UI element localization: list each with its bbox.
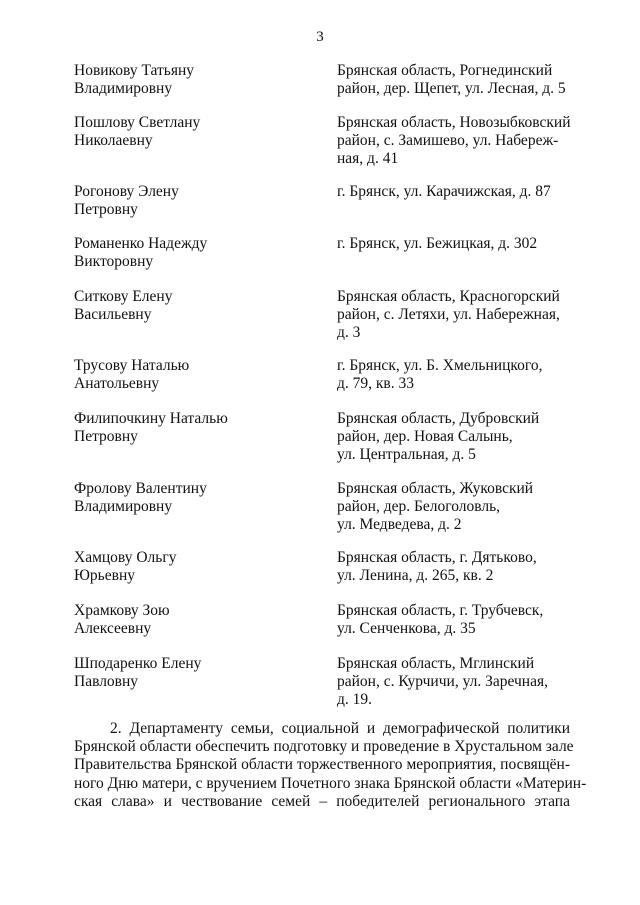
name-line: Владимировну xyxy=(74,498,173,515)
name-line: Новикову Татьяну xyxy=(74,62,195,79)
paragraph-line: ного Дню матери, с вручением Почетного знака Брянской области «Материн- xyxy=(74,774,587,792)
recipient-address xyxy=(337,62,573,98)
name-line: Васильевну xyxy=(74,306,152,323)
recipient-name xyxy=(74,602,304,638)
address-line: Брянская область, Новозыбковский xyxy=(337,114,571,131)
name-line: Владимировну xyxy=(74,80,173,97)
recipient-address xyxy=(337,549,573,585)
recipient-address xyxy=(337,410,573,464)
name-line: Храмкову Зою xyxy=(74,602,170,619)
address-line: район, дер. Новая Салынь, xyxy=(337,428,513,445)
name-line: Алексеевну xyxy=(74,620,152,637)
name-line: Николаевну xyxy=(74,132,153,149)
address-line: район, с. Летяхи, ул. Набережная, xyxy=(337,306,560,323)
name-line: Фролову Валентину xyxy=(74,480,207,497)
recipient-address xyxy=(337,288,573,342)
recipient-name xyxy=(74,549,304,585)
address-line: Брянская область, Жуковский xyxy=(337,480,534,497)
name-line: Ситкову Елену xyxy=(74,288,173,305)
name-line: Рогонову Элену xyxy=(74,183,179,200)
name-line: Романенко Надежду xyxy=(74,235,208,252)
body-paragraph xyxy=(74,720,587,811)
address-line: район, с. Замишево, ул. Набереж- xyxy=(337,132,559,149)
address-line: ул. Центральная, д. 5 xyxy=(337,446,476,463)
name-line: Петровну xyxy=(74,428,138,445)
name-line: Петровну xyxy=(74,201,138,218)
name-line: Шподаренко Елену xyxy=(74,655,202,672)
address-line: район, дер. Щепет, ул. Лесная, д. 5 xyxy=(337,80,566,97)
recipient-name xyxy=(74,480,304,516)
address-line: Брянская область, Рогнединский xyxy=(337,62,553,79)
recipient-name xyxy=(74,235,304,271)
paragraph-line: 2. Департаменту семьи, социальной и демографической политики xyxy=(110,720,570,737)
address-line: Брянская область, Дубровский xyxy=(337,410,540,427)
name-line: Хамцову Ольгу xyxy=(74,549,177,566)
recipient-name xyxy=(74,62,304,98)
address-line: ул. Ленина, д. 265, кв. 2 xyxy=(337,567,494,584)
name-line: Трусову Наталью xyxy=(74,357,190,374)
recipient-address xyxy=(337,183,573,201)
paragraph-line: Брянской области обеспечить подготовку и проведение в Хрустальном зале xyxy=(74,738,574,756)
address-line: ная, д. 41 xyxy=(337,150,399,167)
recipient-name xyxy=(74,183,304,219)
recipient-name xyxy=(74,410,304,446)
name-line: Павловну xyxy=(74,673,139,690)
recipient-name xyxy=(74,655,304,691)
paragraph-line: Правительства Брянской области торжественного мероприятия, посвящён- xyxy=(74,756,570,774)
address-line: г. Брянск, ул. Бежицкая, д. 302 xyxy=(337,235,538,252)
recipient-address xyxy=(337,235,573,253)
address-line: Брянская область, Мглинский xyxy=(337,655,535,672)
name-line: Пошлову Светлану xyxy=(74,114,201,131)
address-line: д. 19. xyxy=(337,691,373,708)
recipient-name xyxy=(74,288,304,324)
address-line: ул. Сенченкова, д. 35 xyxy=(337,620,476,637)
address-line: район, дер. Белоголовль, xyxy=(337,498,501,515)
recipient-address xyxy=(337,114,573,168)
address-line: район, с. Курчичи, ул. Заречная, xyxy=(337,673,548,690)
address-line: д. 3 xyxy=(337,324,361,341)
page-number: 3 xyxy=(316,29,324,45)
address-line: д. 79, кв. 33 xyxy=(337,375,414,392)
name-line: Анатольевну xyxy=(74,375,160,392)
paragraph-line: ская слава» и чествование семей – победителей регионального этапа xyxy=(74,792,570,810)
address-line: ул. Медведева, д. 2 xyxy=(337,516,462,533)
recipient-name xyxy=(74,114,304,150)
address-line: г. Брянск, ул. Б. Хмельницкого, xyxy=(337,357,543,374)
recipient-address xyxy=(337,602,573,638)
address-line: г. Брянск, ул. Карачижская, д. 87 xyxy=(337,183,551,200)
recipient-name xyxy=(74,357,304,393)
recipient-address xyxy=(337,655,573,709)
name-line: Юрьевну xyxy=(74,567,135,584)
recipient-address xyxy=(337,357,573,393)
name-line: Филипочкину Наталью xyxy=(74,410,228,427)
address-line: Брянская область, г. Трубчевск, xyxy=(337,602,544,619)
name-line: Викторовну xyxy=(74,253,154,270)
address-line: Брянская область, г. Дятьково, xyxy=(337,549,537,566)
recipient-address xyxy=(337,480,573,534)
address-line: Брянская область, Красногорский xyxy=(337,288,560,305)
